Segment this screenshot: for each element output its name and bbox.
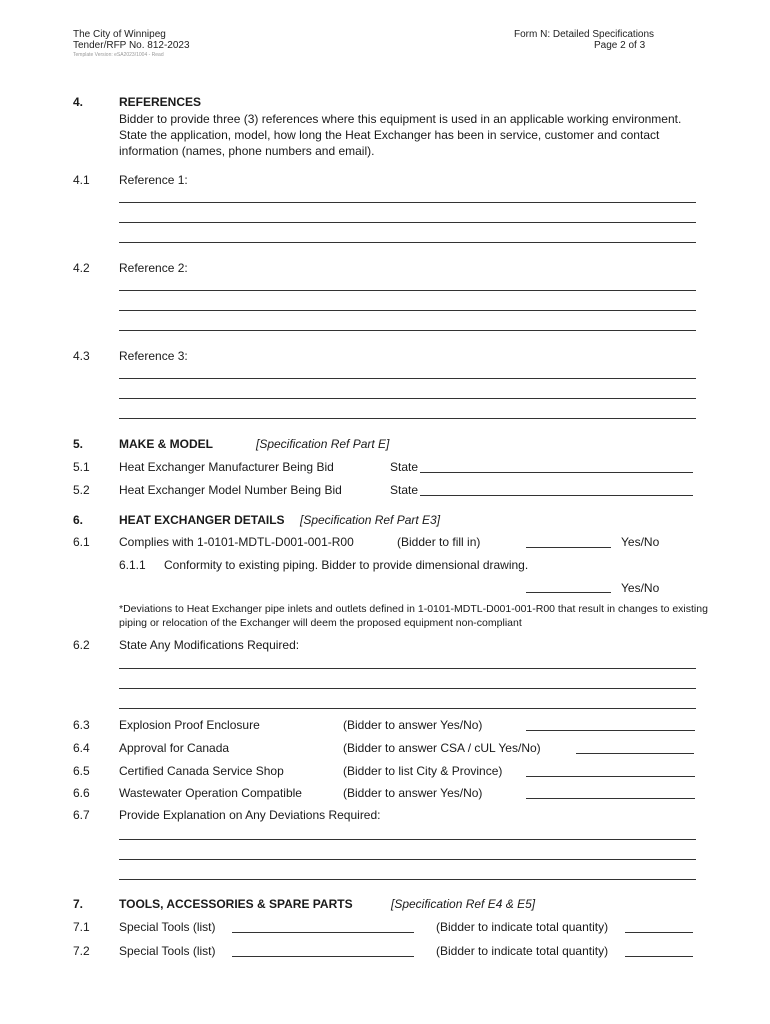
item-6-1-1-label: Conformity to existing piping. Bidder to provide dimensional drawing. [164,558,529,572]
item-6-3-label: Explosion Proof Enclosure [119,718,260,732]
item-6-7-number: 6.7 [73,808,90,822]
item-6-2-number: 6.2 [73,638,90,652]
section-7-number: 7. [73,897,84,911]
special-tools-1-qty-field[interactable] [625,932,693,933]
special-tools-2-qty-field[interactable] [625,956,693,957]
item-5-2-label: Heat Exchanger Model Number Being Bid [119,483,342,497]
special-tools-2-field[interactable] [232,956,414,957]
item-7-1-number: 7.1 [73,920,90,934]
item-7-2-hint: (Bidder to indicate total quantity) [436,944,609,958]
item-7-1-label: Special Tools (list) [119,920,216,934]
ref-2-number: 4.2 [73,261,90,275]
item-6-3-number: 6.3 [73,718,90,732]
ref-2-line-3[interactable] [119,330,696,331]
item-6-6-hint: (Bidder to answer Yes/No) [343,786,483,800]
section-6-spec-ref: [Specification Ref Part E3] [300,513,441,527]
template-version: Template Version: eSA2023/1004 - Read [73,52,164,58]
section-7-spec-ref: [Specification Ref E4 & E5] [391,897,536,911]
page-number: Page 2 of 3 [594,40,646,51]
item-6-1-1-answer-field[interactable] [526,592,611,593]
ref-3-line-2[interactable] [119,398,696,399]
wastewater-field[interactable] [526,798,695,799]
explosion-proof-field[interactable] [526,730,695,731]
org-name: The City of Winnipeg [73,29,166,40]
form-title: Form N: Detailed Specifications [514,29,655,40]
item-6-4-label: Approval for Canada [119,741,230,755]
ref-1-line-2[interactable] [119,222,696,223]
ref-1-line-3[interactable] [119,242,696,243]
modifications-line-2[interactable] [119,688,696,689]
item-7-2-number: 7.2 [73,944,90,958]
section-4-instructions: Bidder to provide three (3) references where this equipment is used in an applicable working environment. State the application, model, how long the Heat Exchanger has been in service, customer and contact information (names, phone numbers and email). [119,112,682,158]
item-5-1-label: Heat Exchanger Manufacturer Being Bid [119,460,334,474]
ref-1-line-1[interactable] [119,202,696,203]
item-6-5-hint: (Bidder to list City & Province) [343,764,503,778]
tender-number: Tender/RFP No. 812-2023 [73,40,190,51]
item-6-5-label: Certified Canada Service Shop [119,764,284,778]
deviations-line-3[interactable] [119,879,696,880]
item-5-2-number: 5.2 [73,483,90,497]
item-6-6-label: Wastewater Operation Compatible [119,786,302,800]
item-6-2-label: State Any Modifications Required: [119,638,300,652]
section-4-number: 4. [73,95,84,109]
service-shop-field[interactable] [526,776,695,777]
item-6-1-1-answer-options: Yes/No [621,581,660,595]
item-6-4-hint: (Bidder to answer CSA / cUL Yes/No) [343,741,541,755]
item-6-1-hint: (Bidder to fill in) [397,535,481,549]
ref-3-number: 4.3 [73,349,90,363]
section-5-spec-ref: [Specification Ref Part E] [256,437,390,451]
section-5-title: MAKE & MODEL [119,437,213,451]
special-tools-1-field[interactable] [232,932,414,933]
ref-3-line-1[interactable] [119,378,696,379]
ref-2-line-2[interactable] [119,310,696,311]
deviations-line-2[interactable] [119,859,696,860]
item-7-2-label: Special Tools (list) [119,944,216,958]
ref-3-label: Reference 3: [119,349,188,363]
item-6-5-number: 6.5 [73,764,90,778]
ref-1-number: 4.1 [73,173,90,187]
item-6-4-number: 6.4 [73,741,90,755]
item-7-1-hint: (Bidder to indicate total quantity) [436,920,609,934]
item-6-1-1-number: 6.1.1 [119,558,146,572]
ref-2-label: Reference 2: [119,261,188,275]
deviations-line-1[interactable] [119,839,696,840]
item-6-1-answer-options: Yes/No [621,535,660,549]
section-6-number: 6. [73,513,84,527]
model-number-field[interactable] [420,495,693,496]
item-6-1-answer-field[interactable] [526,547,611,548]
modifications-line-1[interactable] [119,668,696,669]
item-5-1-number: 5.1 [73,460,90,474]
section-5-number: 5. [73,437,84,451]
ref-2-line-1[interactable] [119,290,696,291]
section-7-title: TOOLS, ACCESSORIES & SPARE PARTS [119,897,353,911]
canada-approval-field[interactable] [576,753,694,754]
section-6-title: HEAT EXCHANGER DETAILS [119,513,285,527]
item-6-3-hint: (Bidder to answer Yes/No) [343,718,483,732]
item-6-6-number: 6.6 [73,786,90,800]
modifications-line-3[interactable] [119,708,696,709]
ref-1-label: Reference 1: [119,173,188,187]
section-4-title: REFERENCES [119,95,202,109]
item-6-1-label: Complies with 1-0101-MDTL-D001-001-R00 [119,535,354,549]
item-6-1-number: 6.1 [73,535,90,549]
item-5-1-state-label: State [390,460,419,474]
item-5-2-state-label: State [390,483,419,497]
deviation-note: *Deviations to Heat Exchanger pipe inlets and outlets defined in 1-0101-MDTL-D001-001-R00 that result in changes to existing piping or relocation of the Exchanger will deem the proposed equipment non-compliant [119,603,708,629]
manufacturer-field[interactable] [420,472,693,473]
item-6-7-label: Provide Explanation on Any Deviations Required: [119,808,381,822]
ref-3-line-3[interactable] [119,418,696,419]
